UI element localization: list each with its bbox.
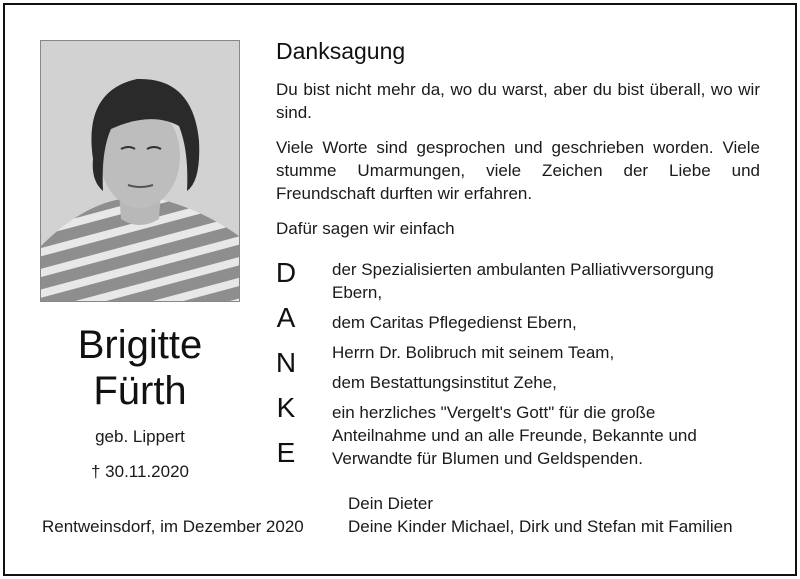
- signature-line: Deine Kinder Michael, Dirk und Stefan mit Familien: [348, 517, 733, 536]
- danke-item: Herrn Dr. Bolibruch mit seinem Team,: [332, 343, 615, 362]
- danke-item: der Spezialisierten ambulanten Palliativversorgung Ebern,: [332, 260, 714, 302]
- first-name: Brigitte: [77, 323, 203, 367]
- notice-title: Danksagung: [276, 38, 406, 64]
- maiden-name: geb. Lippert: [95, 427, 185, 446]
- quote-paragraph: Du bist nicht mehr da, wo du warst, aber du bist überall, wo wir sind.: [276, 80, 760, 122]
- danke-item: dem Bestattungsinstitut Zehe,: [332, 373, 557, 392]
- danke-letter-k: K: [276, 392, 296, 423]
- danke-letter-d: D: [275, 257, 297, 288]
- intro-line: Dafür sagen wir einfach: [276, 219, 455, 238]
- death-date: † 30.11.2020: [91, 462, 189, 481]
- danke-item: ein herzliches "Vergelt's Gott" für die große Anteilnahme und an alle Freunde, Bekannte und Verwandte für Blumen und Geldspenden.: [332, 403, 697, 468]
- last-name: Fürth: [93, 369, 187, 413]
- danke-letter-a: A: [276, 302, 296, 333]
- gratitude-paragraph: Viele Worte sind gesprochen und geschrieben worden. Viele stumme Umarmungen, viele Zeichen der Liebe und Freundschaft durften wir erfahren.: [276, 138, 760, 203]
- danke-letter-n: N: [275, 347, 297, 378]
- portrait-photo: [40, 40, 240, 302]
- place-date: Rentweinsdorf, im Dezember 2020: [42, 517, 304, 536]
- signature-line: Dein Dieter: [348, 494, 434, 513]
- danke-item: dem Caritas Pflegedienst Ebern,: [332, 313, 577, 332]
- danke-letter-e: E: [276, 437, 296, 468]
